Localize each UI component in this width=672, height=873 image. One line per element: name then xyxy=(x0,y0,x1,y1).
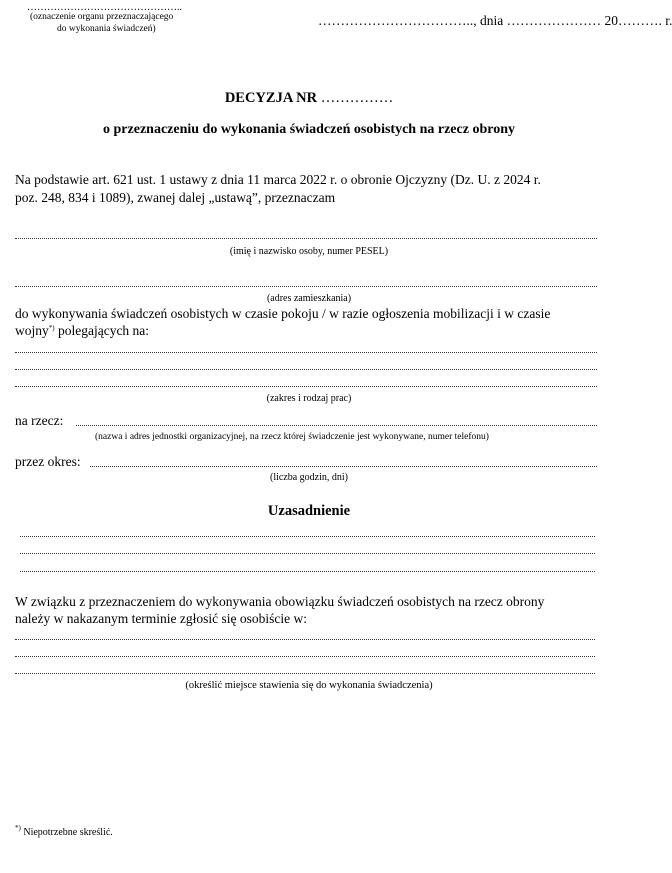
year-prefix: 20 xyxy=(604,13,618,28)
justification-heading: Uzasadnienie xyxy=(267,503,351,519)
day-dots[interactable]: ………………… xyxy=(506,13,602,28)
justification-line-1[interactable] xyxy=(20,536,595,537)
dnia-label: , dnia xyxy=(473,13,504,28)
decision-title xyxy=(0,90,618,107)
work-field-line-3[interactable] xyxy=(15,386,597,387)
duty-line2 xyxy=(15,323,149,339)
period-label: przez okres: xyxy=(15,454,81,469)
legal-basis-line2: poz. 248, 834 i 1089), zwanej dalej „ustawą”, przeznaczam xyxy=(15,190,336,205)
place-date-line xyxy=(318,13,672,29)
place-dots[interactable]: …………………………….. xyxy=(318,13,474,28)
decision-subtitle: o przeznaczeniu do wykonania świadczeń osobistych na rzecz obrony xyxy=(103,122,515,137)
duty-line1: do wykonywania świadczeń osobistych w czasie pokoju / w razie ogłoszenia mobilizacji i w czasie xyxy=(15,306,551,321)
footnote-text: Niepotrzebne skreślić. xyxy=(23,827,113,838)
year-suffix: r. xyxy=(665,13,672,28)
footnote-mark: *) xyxy=(15,824,21,832)
work-field-line-1[interactable] xyxy=(15,352,597,353)
year-dots[interactable]: ………. xyxy=(618,13,662,28)
for-field-line[interactable] xyxy=(76,425,597,426)
justification-line-2[interactable] xyxy=(20,553,595,554)
person-field-line[interactable] xyxy=(15,238,597,239)
organ-dots: ……………………………………….. xyxy=(27,2,182,13)
organ-caption-line2: do wykonania świadczeń) xyxy=(57,24,156,34)
decision-label: DECYZJA NR xyxy=(224,90,318,106)
reporting-field-line-3[interactable] xyxy=(15,673,595,674)
duty-polegajacych: polegających na: xyxy=(54,323,150,338)
footnote xyxy=(15,824,113,838)
reporting-field-line-2[interactable] xyxy=(15,656,595,657)
work-field-line-2[interactable] xyxy=(15,369,597,370)
justification-line-3[interactable] xyxy=(20,571,595,572)
work-caption: (zakres i rodzaj prac) xyxy=(266,393,352,404)
reporting-line1: W związku z przeznaczeniem do wykonywania obowiązku świadczeń osobistych na rzecz obrony xyxy=(15,594,545,609)
period-caption: (liczba godzin, dni) xyxy=(269,472,349,483)
decision-number-dots[interactable]: …………… xyxy=(320,90,394,106)
person-caption: (imię i nazwisko osoby, numer PESEL) xyxy=(229,246,389,257)
for-label: na rzecz: xyxy=(15,413,64,428)
reporting-field-line-1[interactable] xyxy=(15,639,595,640)
duty-footnote-mark: *) xyxy=(48,324,55,332)
address-field-line[interactable] xyxy=(15,286,597,287)
legal-basis-line1: Na podstawie art. 621 ust. 1 ustawy z dnia 11 marca 2022 r. o obronie Ojczyzny (Dz. U. z 2024 r. xyxy=(15,172,541,187)
reporting-line2: należy w nakazanym terminie zgłosić się osobiście w: xyxy=(15,611,308,626)
period-field-line[interactable] xyxy=(90,466,597,467)
reporting-caption: (określić miejsce stawienia się do wykonania świadczenia) xyxy=(185,680,433,691)
organ-caption-line1: (oznaczenie organu przeznaczającego xyxy=(30,12,174,22)
duty-wojny: wojny xyxy=(15,323,49,338)
address-caption: (adres zamieszkania) xyxy=(266,293,352,304)
for-caption: (nazwa i adres jednostki organizacyjnej, na rzecz której świadczenie jest wykonywane, numer telefonu) xyxy=(95,432,489,442)
